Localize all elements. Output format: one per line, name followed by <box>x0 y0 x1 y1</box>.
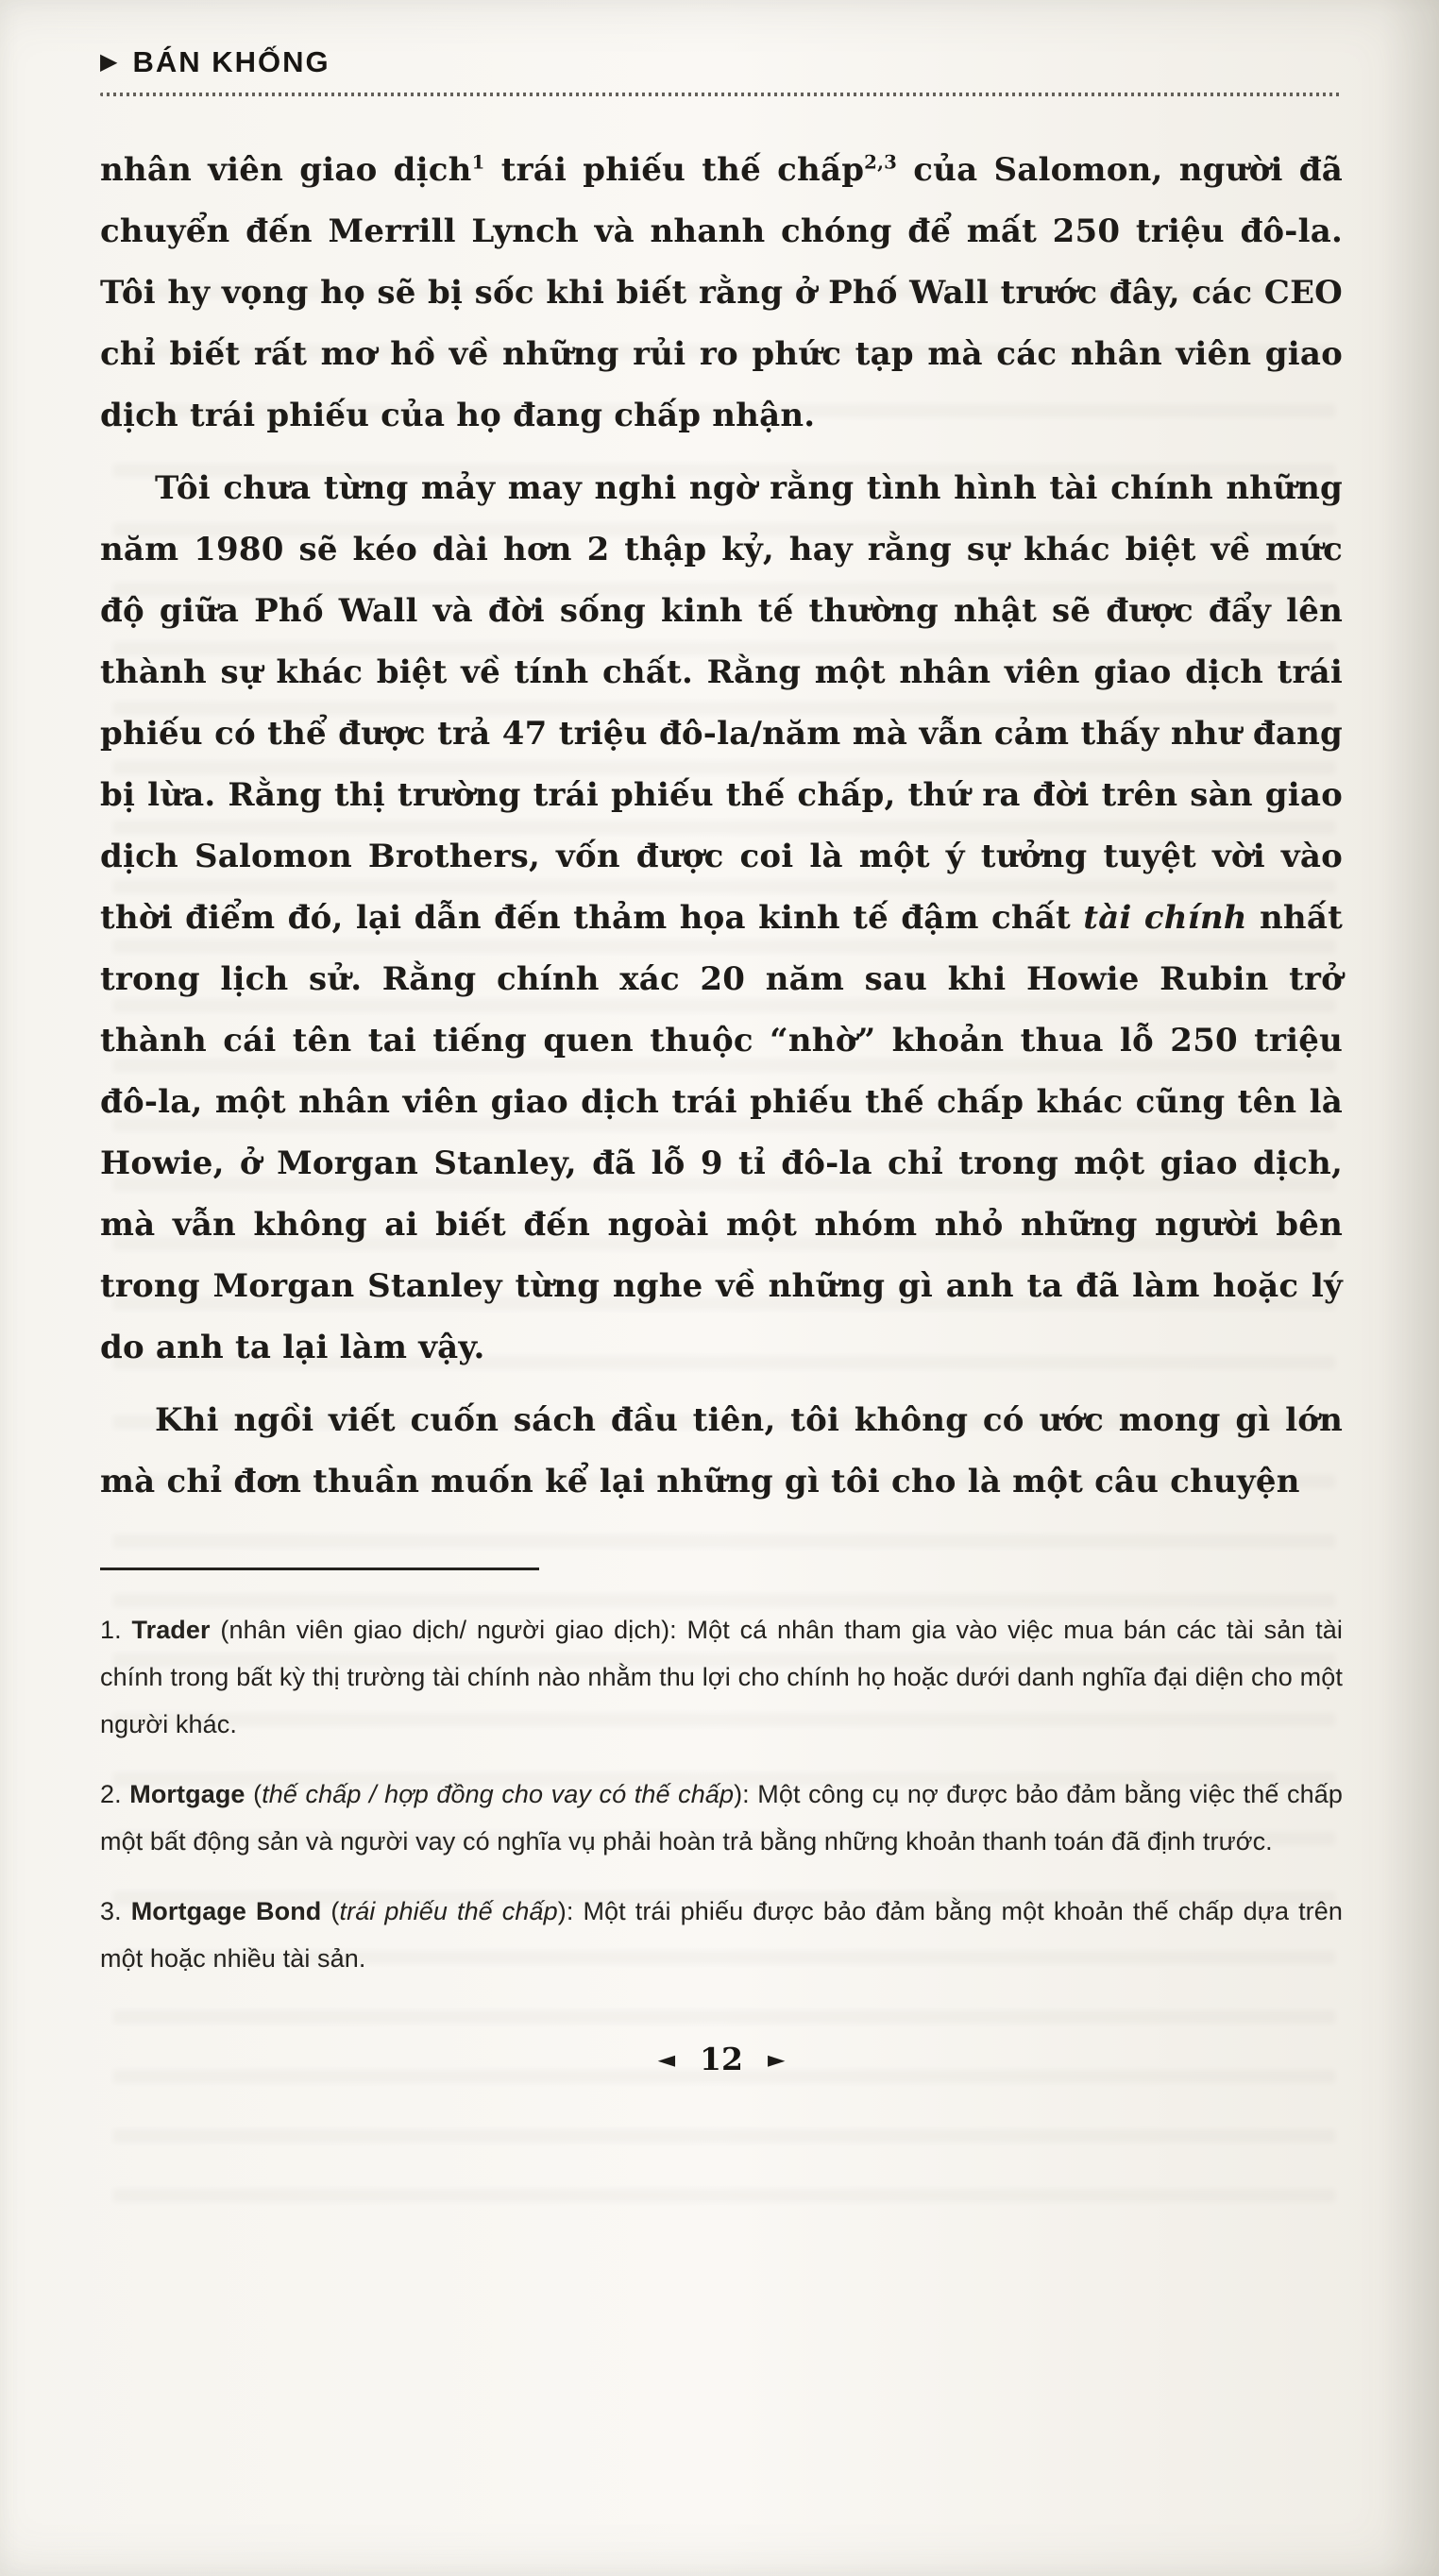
page-number: 12 <box>700 2041 743 2077</box>
footnote-divider <box>100 1568 539 1570</box>
body-text <box>100 140 1343 1513</box>
prev-page-icon: ◄ <box>657 2045 676 2073</box>
next-page-icon: ► <box>767 2045 786 2073</box>
paragraph: nhân viên giao dịch$^1$ trái phiếu thế chấp$^{2,3}$ của Salomon, người đã chuyển đến Merrill Lynch và nhanh chóng để mất 250 triệu đô-la. Tôi hy vọng họ sẽ bị sốc khi biết rằng ở Phố Wall trước đây, các CEO chỉ biết rất mơ hồ về những rủi ro phức tạp mà các nhân viên giao dịch trái phiếu của họ đang chấp nhận. <box>100 150 1343 434</box>
footnote: 1. Trader (nhân viên giao dịch/ người giao dịch): Một cá nhân tham gia vào việc mua bán các tài sản tài chính trong bất kỳ thị trường tài chính nào nhằm thu lợi cho chính họ hoặc dưới danh nghĩa đại diện cho một người khác. <box>100 1616 1343 1738</box>
footnotes <box>100 1606 1343 1982</box>
footnote: 3. Mortgage Bond (trái phiếu thế chấp): Một trái phiếu được bảo đảm bằng một khoản thế chấp dựa trên một hoặc nhiều tài sản. <box>100 1897 1343 1973</box>
header-divider <box>100 93 1343 96</box>
footnote: 2. Mortgage (thế chấp / hợp đồng cho vay có thế chấp): Một công cụ nợ được bảo đảm bằng việc thế chấp một bất động sản và người vay có nghĩa vụ phải hoàn trả bằng những khoản thanh toán đã định trước. <box>100 1780 1343 1856</box>
page-footer <box>100 2041 1343 2077</box>
page-title: BÁN KHỐNG <box>132 45 330 78</box>
paragraph: Khi ngồi viết cuốn sách đầu tiên, tôi không có ước mong gì lớn mà chỉ đơn thuần muốn kể lại những gì tôi cho là một câu chuyện <box>100 1401 1343 1500</box>
triangle-marker-icon: ▶ <box>100 49 118 75</box>
paragraph: Tôi chưa từng mảy may nghi ngờ rằng tình hình tài chính những năm 1980 sẽ kéo dài hơn 2 thập kỷ, hay rằng sự khác biệt về mức độ giữa Phố Wall và đời sống kinh tế thường nhật sẽ được đẩy lên thành sự khác biệt về tính chất. Rằng một nhân viên giao dịch trái phiếu có thể được trả 47 triệu đô-la/năm mà vẫn cảm thấy như đang bị lừa. Rằng thị trường trái phiếu thế chấp, thứ ra đời trên sàn giao dịch Salomon Brothers, vốn được coi là một ý tưởng tuyệt vời vào thời điểm đó, lại dẫn đến thảm họa kinh tế đậm chất tài chính nhất trong lịch sử. Rằng chính xác 20 năm sau khi Howie Rubin trở thành cái tên tai tiếng quen thuộc “nhờ” khoản thua lỗ 250 triệu đô-la, một nhân viên giao dịch trái phiếu thế chấp khác cũng tên là Howie, ở Morgan Stanley, đã lỗ 9 tỉ đô-la chỉ trong một giao dịch, mà vẫn không ai biết đến ngoài một nhóm nhỏ những người bên trong Morgan Stanley từng nghe về những gì anh ta đã làm hoặc lý do anh ta lại làm vậy. <box>100 469 1343 1366</box>
running-head <box>100 45 1343 79</box>
